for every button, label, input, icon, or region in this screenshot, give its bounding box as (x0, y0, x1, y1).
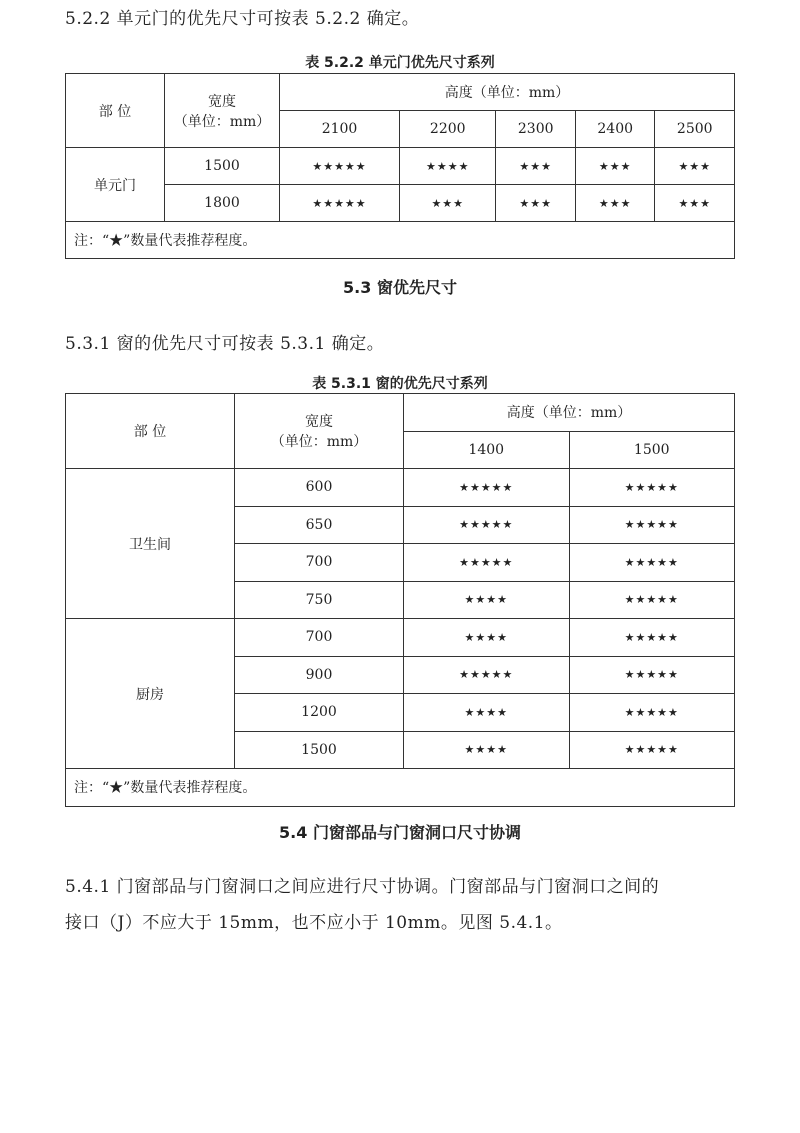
rating-stars: ★★★ (575, 185, 655, 222)
height-header: 高度（单位：mm） (280, 74, 735, 111)
section-heading-5-4: 5.4 门窗部品与门窗洞口尺寸协调 (279, 823, 521, 842)
table-row (66, 185, 735, 222)
table-note: 注：“★”数量代表推荐程度。 (66, 769, 735, 807)
width-value: 1800 (165, 185, 280, 222)
rating-stars: ★★★★★ (569, 506, 735, 544)
table-5-3-1-caption: 表 5.3.1 窗的优先尺寸系列 (312, 376, 488, 392)
width-header-label: 宽度 (305, 414, 333, 430)
rating-stars: ★★★ (575, 148, 655, 185)
width-header-unit: （单位：mm） (270, 434, 368, 450)
rating-stars: ★★★★★ (404, 469, 570, 507)
width-value: 1500 (235, 731, 404, 769)
height-value: 2300 (496, 111, 576, 148)
rating-stars: ★★★★★ (569, 694, 735, 732)
width-header (165, 74, 280, 148)
table-row (66, 619, 735, 657)
width-value: 700 (235, 544, 404, 582)
table-5-2-2 (65, 73, 735, 259)
paragraph-5-3-1: 5.3.1 窗的优先尺寸可按表 5.3.1 确定。 (65, 334, 385, 354)
paragraph-5-4-1-line1: 5.4.1 门窗部品与门窗洞口之间应进行尺寸协调。门窗部品与门窗洞口之间的 (65, 877, 660, 897)
height-value: 2400 (575, 111, 655, 148)
table-row (66, 148, 735, 185)
width-value: 650 (235, 506, 404, 544)
rating-stars: ★★★★★ (404, 506, 570, 544)
rating-stars: ★★★★★ (404, 656, 570, 694)
rating-stars: ★★★ (655, 148, 735, 185)
height-value: 2500 (655, 111, 735, 148)
rating-stars: ★★★★ (404, 619, 570, 657)
rating-stars: ★★★★ (404, 694, 570, 732)
part-cell: 单元门 (66, 148, 165, 222)
rating-stars: ★★★★ (404, 581, 570, 619)
rating-stars: ★★★ (655, 185, 735, 222)
height-value: 1500 (569, 431, 735, 469)
part-header: 部 位 (66, 74, 165, 148)
rating-stars: ★★★★★ (404, 544, 570, 582)
width-value: 1200 (235, 694, 404, 732)
rating-stars: ★★★★★ (280, 148, 400, 185)
width-value: 600 (235, 469, 404, 507)
section-heading-5-3: 5.3 窗优先尺寸 (343, 278, 457, 297)
rating-stars: ★★★★★ (569, 581, 735, 619)
height-value: 2200 (400, 111, 496, 148)
rating-stars: ★★★ (496, 185, 576, 222)
rating-stars: ★★★★ (404, 731, 570, 769)
rating-stars: ★★★★★ (569, 619, 735, 657)
paragraph-5-2-2: 5.2.2 单元门的优先尺寸可按表 5.2.2 确定。 (65, 9, 420, 29)
part-cell: 卫生间 (66, 469, 235, 619)
table-5-3-1 (65, 393, 735, 807)
table-row (66, 469, 735, 507)
rating-stars: ★★★★★ (569, 469, 735, 507)
rating-stars: ★★★★★ (569, 656, 735, 694)
table-note: 注：“★”数量代表推荐程度。 (66, 222, 735, 259)
rating-stars: ★★★★★ (569, 544, 735, 582)
height-header: 高度（单位：mm） (404, 394, 735, 432)
width-value: 750 (235, 581, 404, 619)
table-5-2-2-caption: 表 5.2.2 单元门优先尺寸系列 (305, 55, 495, 71)
height-value: 2100 (280, 111, 400, 148)
width-header-unit: （单位：mm） (173, 113, 271, 130)
part-cell: 厨房 (66, 619, 235, 769)
height-value: 1400 (404, 431, 570, 469)
width-value: 700 (235, 619, 404, 657)
width-header (235, 394, 404, 469)
rating-stars: ★★★★★ (569, 731, 735, 769)
width-value: 1500 (165, 148, 280, 185)
rating-stars: ★★★★ (400, 148, 496, 185)
rating-stars: ★★★ (496, 148, 576, 185)
width-value: 900 (235, 656, 404, 694)
rating-stars: ★★★ (400, 185, 496, 222)
paragraph-5-4-1-line2: 接口（J）不应大于 15mm，也不应小于 10mm。见图 5.4.1。 (65, 913, 563, 933)
rating-stars: ★★★★★ (280, 185, 400, 222)
width-header-label: 宽度 (208, 93, 236, 110)
part-header: 部 位 (66, 394, 235, 469)
